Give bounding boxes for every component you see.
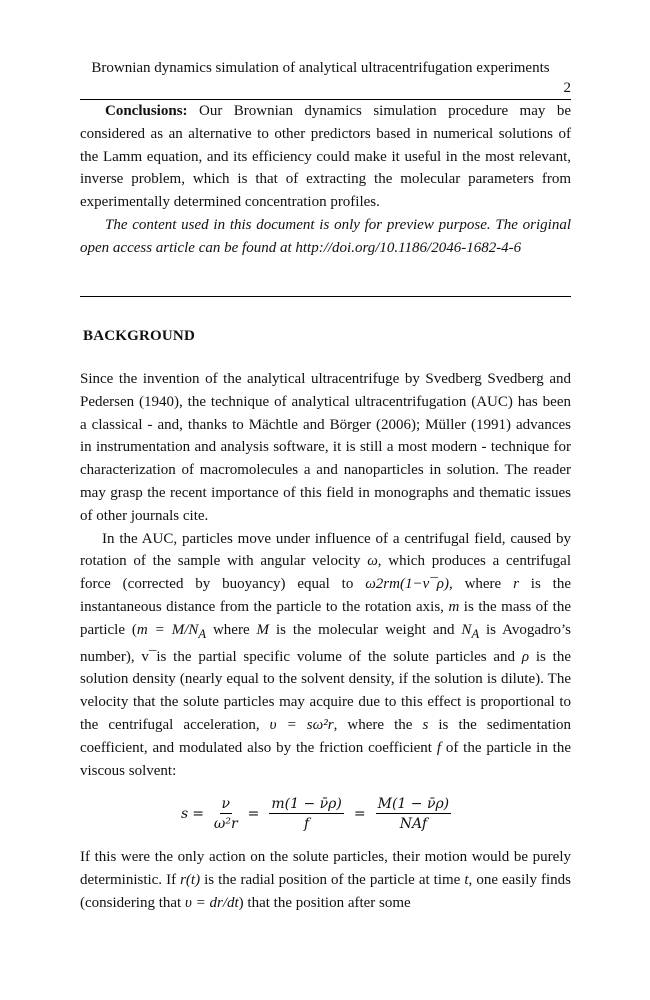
sedimentation-equation xyxy=(181,792,457,836)
eq-fraction-3: $\frac{M(1 - \nū\rho)}{\text{NAf}}$ xyxy=(377,796,450,832)
eq-lhs: s xyxy=(181,806,189,822)
conclusions-label: Conclusions: xyxy=(105,103,188,119)
eq-sign-3: = xyxy=(353,806,366,822)
eq-sign-1: = xyxy=(192,806,204,822)
abstract-box xyxy=(80,100,571,260)
paragraph-2: In the AUC, particles move under influence of a centrifugal field, caused by rotation of the sample with angular velocity ω, which produces a centrifugal force (corrected by buoyancy) equal to ω2rm(1−v¯ρ), where r is the instantaneous distance from the particle to the rotation axis, m is the mass of the particle ($m = M/N_A$ where M is the molecular weight and $N_A$ is Avogadro’s number), v¯is the partial specific volume of the solute particles and ρ is the solution density (nearly equal to the solvent density, if the solution is dilute). The velocity that the solute particles may acquire due to this effect is proportional to the centrifugal acceleration, υ = sω²r, where the s is the sedimentation coefficient, and modulated also by the friction coefficient f of the particle in the viscous solvent: xyxy=(80,530,571,779)
paragraph-1: Since the invention of the analytical ultracentrifuge by Svedberg Svedberg and Pedersen (1940), the technique of analytical ultracentrifugation (AUC) has been a classical - and, thanks to Mächtle and Börger (2006); Müller (1991) advances in instrumentation and analysis software, it is still a most modern - technique for characterization of macromolecules a and nanoparticles in solution. The reader may grasp the recent importance of this field in monographs and thematic issues of other journals cite. xyxy=(80,371,571,524)
running-header xyxy=(80,58,571,96)
conclusions-text: Our Brownian dynamics simulation procedure may be considered as an alternative to other predictors based in numerical solutions of the Lamm equation, and its efficiency could make it useful in the most relevant, inverse problem, which is that of extracting the molecular parameters from experimentally determined concentration profiles. xyxy=(80,103,571,211)
eq-fraction-2: $\frac{m(1 - \nū\rho)}{f}$ xyxy=(271,796,342,832)
abstract-rule xyxy=(80,296,571,297)
page-number: 2 xyxy=(563,80,571,96)
preview-notice: The content used in this document is only for preview purpose. The original open access article can be found at http://doi.org/10.1186/2046-1682-4-6 xyxy=(80,216,571,256)
running-title: Brownian dynamics simulation of analytical ultracentrifugation experiments xyxy=(91,60,550,76)
section-heading: BACKGROUND xyxy=(83,328,196,344)
body-text-top xyxy=(80,368,571,782)
body-text-bottom xyxy=(80,846,571,914)
paragraph-3: If this were the only action on the solute particles, their motion would be purely deterministic. If r(t) is the radial position of the particle at time t, one easily finds (considering that υ = dr/dt) that the position after some xyxy=(80,849,571,911)
eq-sign-2: = xyxy=(247,806,260,822)
conclusions-paragraph xyxy=(80,100,571,214)
eq-fraction-1: $\frac{\nu}{\text{ω²r}}$ xyxy=(213,796,238,832)
